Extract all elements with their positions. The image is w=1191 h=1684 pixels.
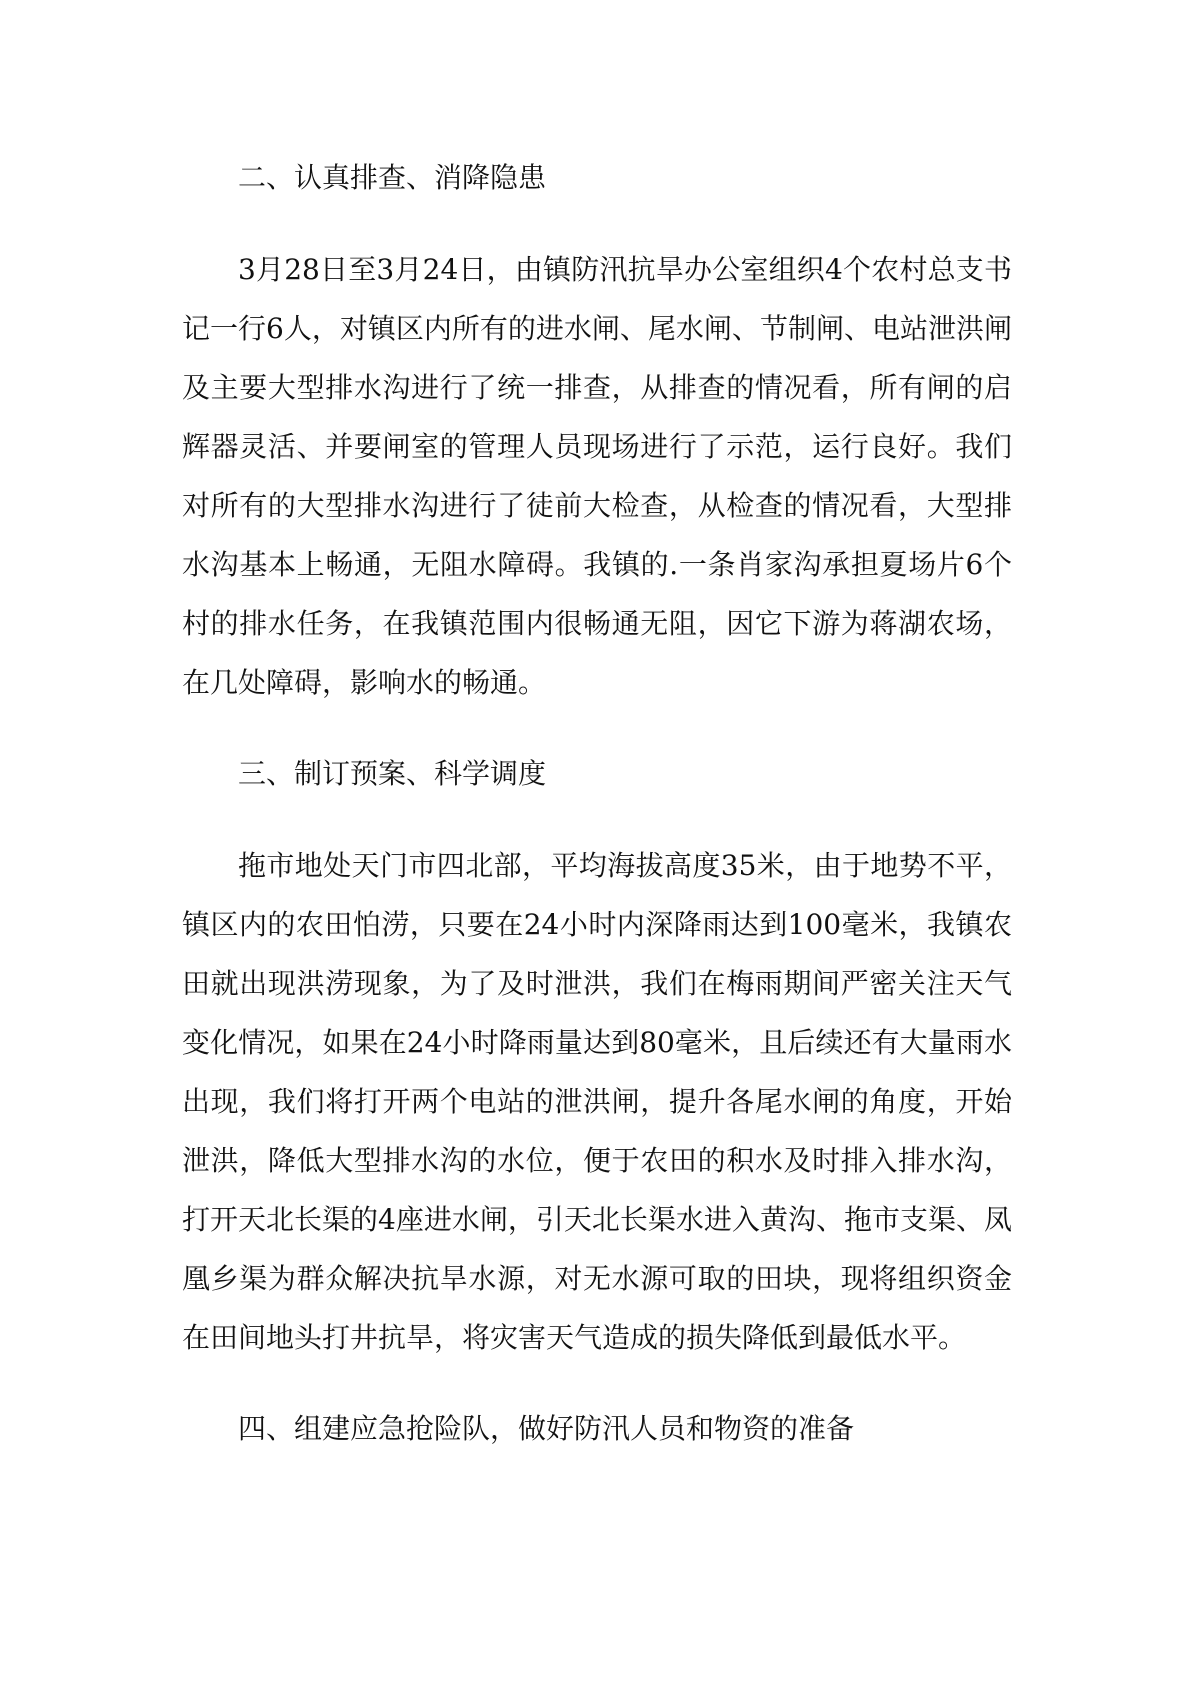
section-heading-3: 三、制订预案、科学调度 bbox=[238, 757, 547, 790]
document-body bbox=[182, 150, 1012, 1491]
section-paragraph-3: 拖市地处天门市四北部，平均海拔高度35米，由于地势不平，镇区内的农田怕涝，只要在24小时内深降雨达到100毫米，我镇农田就出现洪涝现象，为了及时泄洪，我们在梅雨期间严密关注天气变化情况，如果在24小时降雨量达到80毫米，且后续还有大量雨水出现，我们将打开两个电站的泄洪闸，提升各尾水闸的角度，开始泄洪，降低大型排水沟的水位，便于农田的积水及时排入排水沟，打开天北长渠的4座进水闸，引天北长渠水进入黄沟、拖市支渠、凤凰乡渠为群众解决抗旱水源，对无水源可取的田块，现将组织资金在田间地头打井抗旱，将灾害天气造成的损失降低到最低水平。 bbox=[182, 849, 1012, 1354]
section-paragraph-2: 3月28日至3月24日，由镇防汛抗旱办公室组织4个农村总支书记一行6人，对镇区内所有的进水闸、尾水闸、节制闸、电站泄洪闸及主要大型排水沟进行了统一排查，从排查的情况看，所有闸的启辉器灵活、并要闸室的管理人员现场进行了示范，运行良好。我们对所有的大型排水沟进行了徒前大检查，从检查的情况看，大型排水沟基本上畅通，无阻水障碍。我镇的.一条肖家沟承担夏场片6个村的排水任务，在我镇范围内很畅通无阻，因它下游为蒋湖农场，在几处障碍，影响水的畅通。 bbox=[182, 253, 1012, 699]
section-heading-2: 二、认真排查、消降隐患 bbox=[238, 161, 547, 194]
section-heading-4: 四、组建应急抢险队，做好防汛人员和物资的准备 bbox=[238, 1412, 855, 1445]
